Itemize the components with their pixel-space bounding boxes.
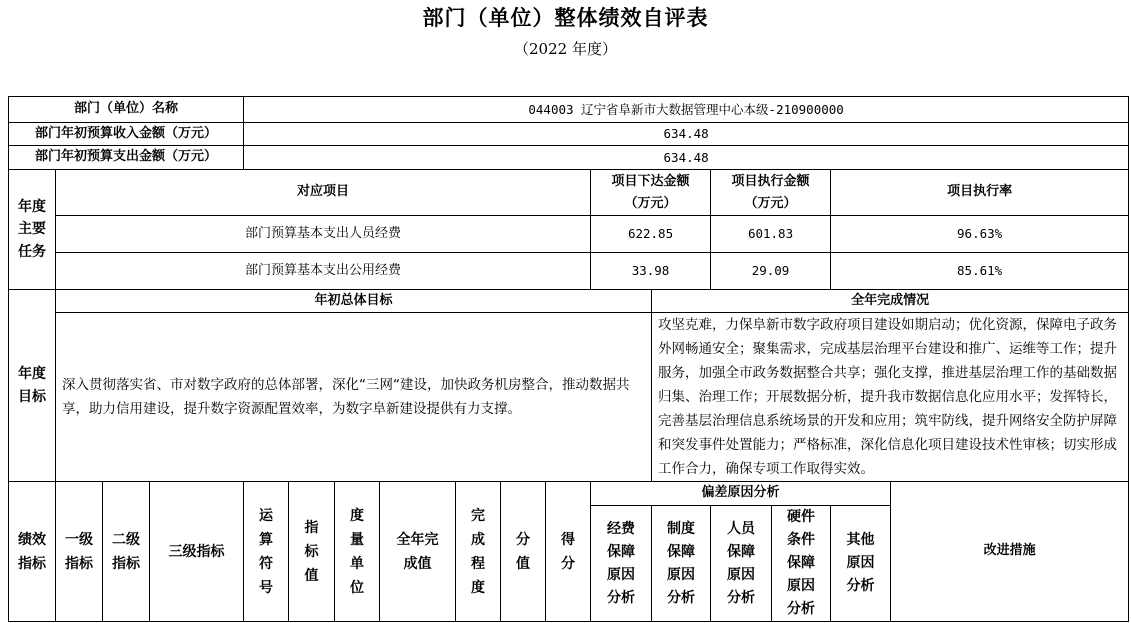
indicator-score-value-header: 分值 bbox=[501, 482, 546, 622]
project-header: 对应项目 bbox=[56, 170, 591, 216]
other-reason-header: 其他原因分析 bbox=[831, 506, 891, 622]
level3-header: 三级指标 bbox=[150, 482, 244, 622]
table-row bbox=[9, 216, 1129, 253]
hardware-reason-header: 硬件条件保障原因分析 bbox=[772, 506, 831, 622]
personnel-reason-header: 人员保障原因分析 bbox=[711, 506, 772, 622]
annual-value-header: 全年完成值 bbox=[380, 482, 456, 622]
executed-amount: 29.09 bbox=[711, 253, 831, 290]
rate-header: 项目执行率 bbox=[831, 170, 1129, 216]
expense-label: 部门年初预算支出金额（万元） bbox=[9, 146, 244, 170]
indicator-value-header: 指标值 bbox=[289, 482, 335, 622]
dept-name-label: 部门（单位）名称 bbox=[9, 97, 244, 123]
project-name: 部门预算基本支出公用经费 bbox=[56, 253, 591, 290]
completion-degree-header: 完成程度 bbox=[456, 482, 501, 622]
allocated-amount: 33.98 bbox=[591, 253, 711, 290]
system-reason-header: 制度保障原因分析 bbox=[652, 506, 711, 622]
table-row bbox=[9, 253, 1129, 290]
expense-value: 634.48 bbox=[244, 146, 1129, 170]
improvement-header: 改进措施 bbox=[891, 482, 1129, 622]
initial-goal-header: 年初总体目标 bbox=[56, 290, 652, 313]
operator-header: 运算符号 bbox=[244, 482, 289, 622]
execution-rate: 96.63% bbox=[831, 216, 1129, 253]
page-subtitle: （2022 年度） bbox=[514, 40, 617, 58]
unit-header: 度量单位 bbox=[335, 482, 380, 622]
deviation-header: 偏差原因分析 bbox=[591, 482, 891, 506]
completion-text: 攻坚克难，力保阜新市数字政府项目建设如期启动；优化资源，保障电子政务外网畅通安全；聚集需求，完成基层治理平台建设和推广、运维等工作；提升服务，加强全市政务数据整合共享；强化支撑，推进基层治理工作的基础数据归集、治理工作；开展数据分析，提升我市数据信息化应用水平；发挥特长，完善基层治理信息系统场景的开发和应用；筑牢防线，提升网络安全防护屏障和突发事件处置能力；严格标准，深化信息化项目建设技术性审核；切实形成工作合力，确保专项工作取得实效。 bbox=[652, 313, 1129, 482]
executed-amount: 601.83 bbox=[711, 216, 831, 253]
allocated-amount: 622.85 bbox=[591, 216, 711, 253]
execution-rate: 85.61% bbox=[831, 253, 1129, 290]
funding-reason-header: 经费保障原因分析 bbox=[591, 506, 652, 622]
self-evaluation-table bbox=[8, 96, 1129, 622]
income-value: 634.48 bbox=[244, 123, 1129, 146]
completion-header: 全年完成情况 bbox=[652, 290, 1129, 313]
page-title: 部门（单位）整体绩效自评表 bbox=[422, 5, 709, 30]
indicator-score-header: 得分 bbox=[546, 482, 591, 622]
goals-section-label: 年度目标 bbox=[9, 290, 56, 482]
initial-goal-text: 深入贯彻落实省、市对数字政府的总体部署，深化“三网“建设，加快政务机房整合，推动数据共享，助力信用建设，提升数字资源配置效率，为数字阜新建设提供有力支撑。 bbox=[56, 313, 652, 482]
indicators-section-label: 绩效指标 bbox=[9, 482, 56, 622]
dept-name-value: 044003 辽宁省阜新市大数据管理中心本级-210900000 bbox=[244, 97, 1129, 123]
executed-header: 项目执行金额（万元） bbox=[711, 170, 831, 216]
tasks-section-label: 年度主要任务 bbox=[9, 170, 56, 290]
level1-header: 一级指标 bbox=[56, 482, 103, 622]
income-label: 部门年初预算收入金额（万元） bbox=[9, 123, 244, 146]
level2-header: 二级指标 bbox=[103, 482, 150, 622]
allocated-header: 项目下达金额（万元） bbox=[591, 170, 711, 216]
project-name: 部门预算基本支出人员经费 bbox=[56, 216, 591, 253]
